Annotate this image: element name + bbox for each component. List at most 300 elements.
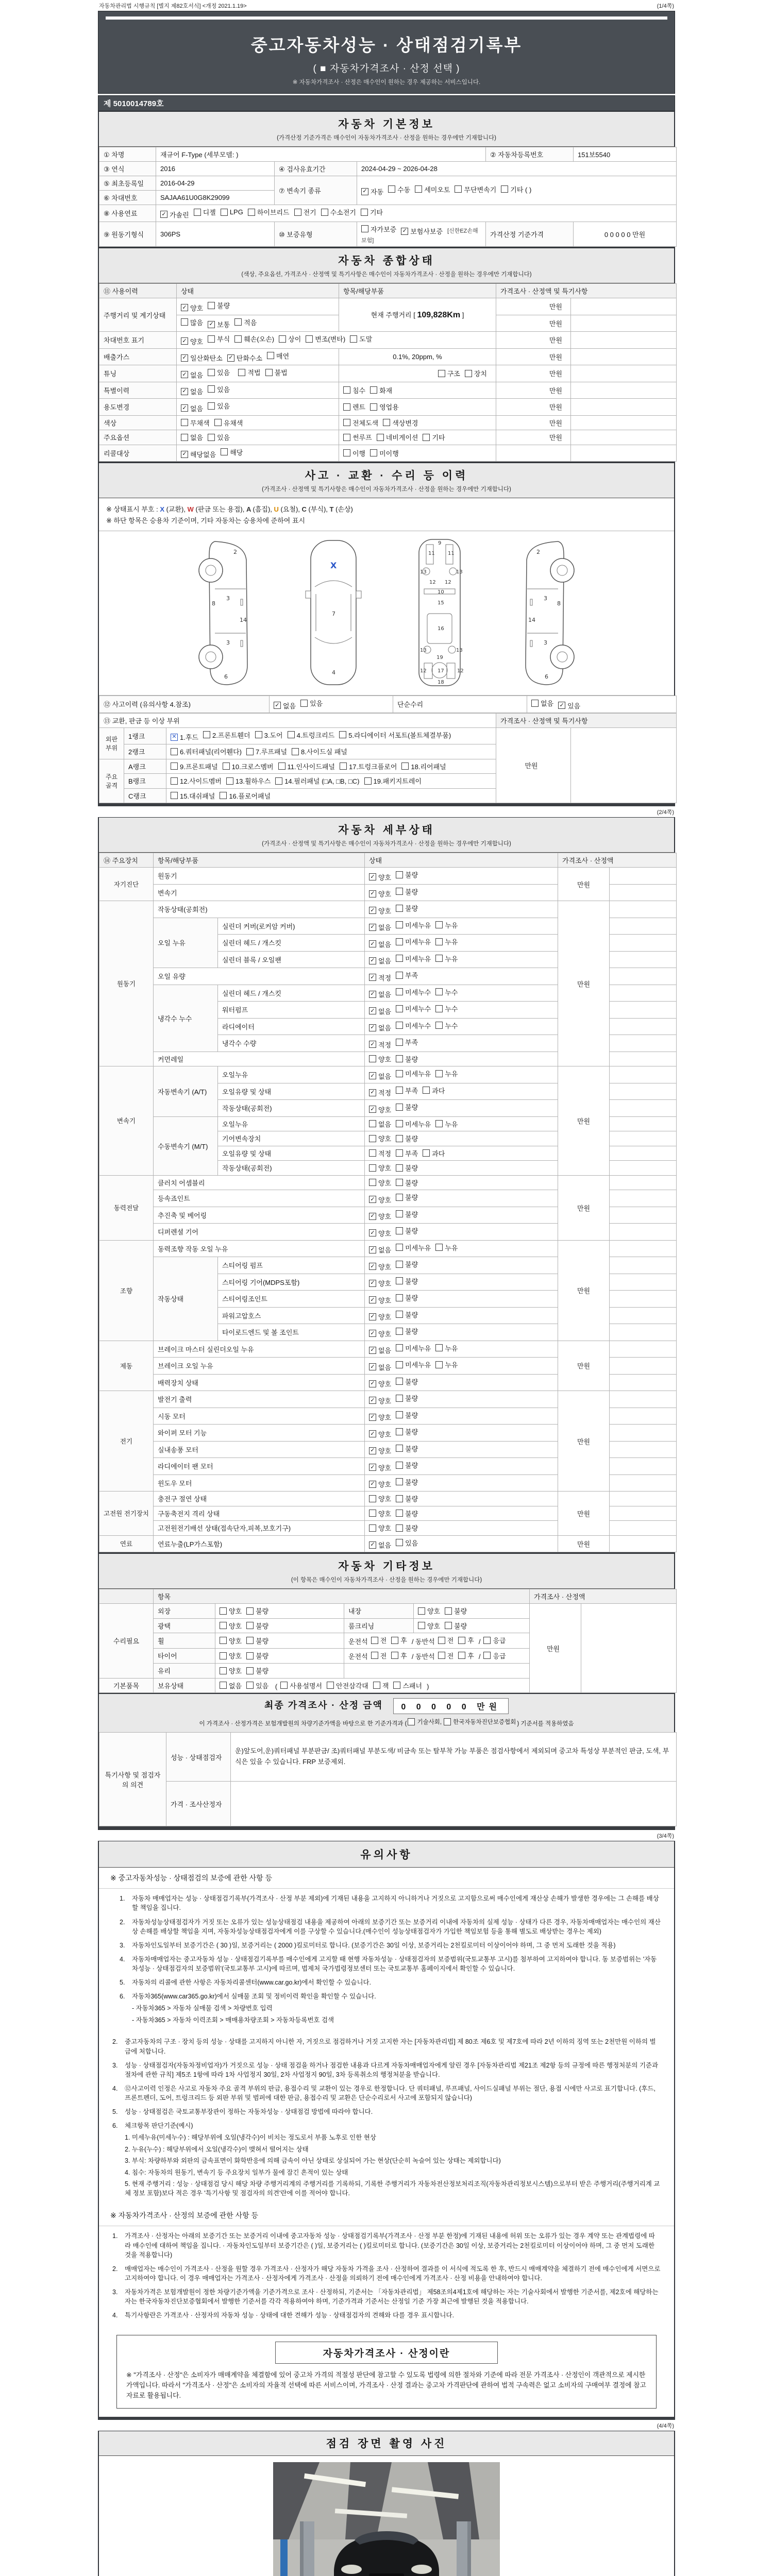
checkbox-없음[interactable] — [369, 1071, 391, 1081]
checkbox-양호[interactable] — [369, 1295, 391, 1305]
checkbox-색상변경[interactable] — [383, 418, 418, 428]
checkbox-있음[interactable] — [246, 1681, 268, 1690]
checkbox-label: 양호 — [378, 1495, 392, 1503]
checkbox-누유[interactable] — [435, 1360, 458, 1369]
checked-box-icon: ✓ — [369, 1041, 376, 1048]
checkbox-누유[interactable] — [435, 954, 458, 963]
checkbox-양호[interactable] — [369, 1396, 391, 1405]
sub-group-label: 자동변속기 (A/T) — [154, 1066, 218, 1117]
checkbox-불량[interactable] — [396, 1133, 418, 1143]
recall-label: 리콜대상 — [99, 445, 177, 462]
checkbox-미세누유[interactable] — [396, 1343, 431, 1353]
checkbox-불량[interactable] — [396, 1460, 418, 1470]
checkbox-있음[interactable] — [208, 384, 230, 394]
rankC-items — [166, 788, 496, 803]
checkbox-없음[interactable] — [181, 370, 203, 380]
checkbox-과다[interactable] — [423, 1148, 445, 1158]
checkbox-일산화탄소[interactable] — [181, 353, 223, 363]
checkbox-장치[interactable] — [465, 368, 487, 378]
item-state-checks — [365, 1257, 558, 1274]
checkbox-label: 9.프론트패널 — [180, 762, 218, 771]
checkbox-불량[interactable] — [396, 1410, 418, 1420]
checkbox-양호[interactable] — [369, 1278, 391, 1288]
checkbox-불량[interactable] — [396, 1326, 418, 1336]
checkbox-후[interactable] — [458, 1635, 474, 1645]
checkbox-디젤[interactable] — [194, 207, 216, 217]
checkbox-양호[interactable] — [369, 1429, 391, 1439]
notice-item-number: 3. — [112, 2061, 118, 2069]
checkbox-불량[interactable] — [445, 1606, 467, 1616]
checkbox-6.쿼터패널(리어휀다)[interactable] — [171, 747, 242, 756]
checkbox-누유[interactable] — [435, 1119, 458, 1129]
checkbox-label: 응급 — [493, 1637, 506, 1645]
checkbox-양호[interactable] — [369, 1446, 391, 1455]
checkbox-17.트렁크플로어[interactable] — [340, 761, 397, 771]
checkbox-수소전기[interactable] — [321, 207, 356, 217]
checkbox-유채색[interactable] — [214, 418, 243, 428]
remark-cell — [610, 1207, 677, 1224]
checkbox-9.프론트패널[interactable] — [171, 761, 218, 771]
checkbox-미세누수[interactable] — [396, 987, 431, 997]
checkbox-label: 없음 — [283, 702, 296, 710]
inspection-photo — [99, 2456, 674, 2576]
checkbox-label: 양호 — [378, 1135, 392, 1143]
empty-box-icon — [246, 1682, 254, 1689]
checkbox-무채색[interactable] — [181, 418, 210, 428]
empty-box-icon — [396, 1087, 403, 1094]
interior-label: 내장 — [344, 1604, 414, 1619]
checkbox-누수[interactable] — [435, 987, 458, 997]
checkbox-label: 전 — [447, 1652, 454, 1660]
checkbox-양호[interactable] — [220, 1666, 242, 1675]
checkbox-없음[interactable] — [181, 386, 203, 396]
remark-cell — [610, 1100, 677, 1117]
notice-item — [112, 2061, 661, 2079]
empty-box-icon — [444, 1718, 451, 1725]
checkbox-양호[interactable] — [220, 1651, 242, 1660]
item-label: 라디에이터 팬 모터 — [154, 1458, 365, 1475]
checkbox-label: 양호 — [378, 1464, 392, 1472]
checkbox-3.도어[interactable] — [255, 730, 283, 740]
checkbox-양호[interactable] — [369, 1211, 391, 1221]
checkbox-미세누유[interactable] — [396, 1243, 431, 1252]
checkbox-누유[interactable] — [435, 1069, 458, 1078]
overall-title: 자동차 종합상태 — [338, 255, 435, 267]
checkbox-누유[interactable] — [435, 1343, 458, 1353]
polish-label: 광택 — [154, 1618, 215, 1633]
checkbox-label: 미세누유 — [405, 955, 431, 963]
checkbox-있음[interactable] — [208, 432, 230, 442]
checkbox-응급[interactable] — [483, 1651, 506, 1660]
checkbox-양호[interactable] — [369, 1262, 391, 1272]
checkbox-1.후드[interactable] — [171, 732, 198, 742]
checkbox-label: 전 — [380, 1637, 387, 1645]
checkbox-4.트렁크리드[interactable] — [288, 730, 335, 740]
checkbox-양호[interactable] — [181, 303, 203, 313]
checkbox-전기[interactable] — [294, 207, 316, 217]
checkbox-적정[interactable] — [369, 1148, 391, 1158]
checkbox-누유[interactable] — [435, 920, 458, 930]
checkbox-보험사보증[interactable] — [401, 226, 443, 236]
checkbox-양호[interactable] — [369, 1479, 391, 1489]
checkbox-없음[interactable] — [369, 1006, 391, 1016]
checkbox-label: 양호 — [229, 1637, 242, 1645]
empty-box-icon — [171, 748, 178, 755]
checked-box-icon: ✓ — [558, 702, 565, 709]
item-state-checks — [365, 1131, 558, 1146]
checkbox-10.크로스멤버[interactable] — [223, 761, 274, 771]
checkbox-도말[interactable] — [350, 334, 372, 344]
checkbox-양호[interactable] — [369, 1312, 391, 1321]
checked-box-icon: ✓ — [369, 1481, 376, 1488]
notice-item-number: 3. — [120, 1941, 125, 1949]
checkbox-불량[interactable] — [396, 1477, 418, 1487]
checkbox-부족[interactable] — [396, 1086, 418, 1095]
checkbox-label: 미세누유 — [405, 938, 431, 946]
checked-box-icon: ✓ — [369, 1414, 376, 1421]
empty-box-icon — [343, 403, 350, 411]
empty-box-icon — [396, 1361, 403, 1368]
checkbox-양호[interactable] — [369, 1463, 391, 1472]
checkbox-label: 누유 — [445, 1344, 458, 1352]
checkbox-양호[interactable] — [369, 1105, 391, 1114]
svg-text:13: 13 — [420, 569, 427, 575]
device-group-변속기: 변속기 — [99, 1066, 154, 1176]
checkbox-양호[interactable] — [369, 1494, 391, 1503]
checkbox-있음[interactable] — [208, 367, 230, 377]
checkbox-불량[interactable] — [396, 1444, 418, 1453]
item-label: 윈도우 모터 — [154, 1475, 365, 1492]
checkbox-양호[interactable] — [181, 336, 203, 346]
checkbox-불량[interactable] — [396, 870, 418, 879]
checkbox-없음[interactable] — [369, 1245, 391, 1255]
checkbox-label: 일산화탄소 — [190, 354, 223, 362]
checkbox-없음[interactable] — [369, 1345, 391, 1355]
checkbox-불량[interactable] — [445, 1621, 467, 1631]
checkbox-label: 없음 — [190, 404, 204, 413]
checkbox-없음[interactable] — [369, 939, 391, 949]
checkbox-불량[interactable] — [396, 903, 418, 913]
checkbox-전[interactable] — [438, 1635, 454, 1645]
checkbox-16.플로어패널[interactable] — [220, 791, 271, 801]
checkbox-없음[interactable] — [369, 1023, 391, 1032]
empty-box-icon — [396, 1539, 403, 1546]
checkbox-18.리어패널[interactable] — [401, 761, 446, 771]
checkbox-불량[interactable] — [396, 1054, 418, 1064]
checkbox-불량[interactable] — [246, 1666, 268, 1675]
checkbox-없음[interactable] — [369, 922, 391, 932]
checkbox-기술사회,[interactable] — [408, 1718, 442, 1726]
checked-box-icon: ✓ — [369, 1246, 376, 1253]
checkbox-불량[interactable] — [396, 887, 418, 896]
checkbox-양호[interactable] — [220, 1606, 242, 1616]
checkbox-양호[interactable] — [220, 1636, 242, 1646]
remark-cell — [610, 935, 677, 952]
checkbox-불량[interactable] — [396, 1192, 418, 1202]
checkbox-미세누유[interactable] — [396, 954, 431, 963]
checkbox-누수[interactable] — [435, 1021, 458, 1030]
checkbox-불량[interactable] — [396, 1393, 418, 1403]
checkbox-없음[interactable] — [369, 1540, 391, 1550]
checkbox-해당[interactable] — [221, 447, 243, 457]
color-label: 색상 — [99, 415, 177, 430]
notice-item-text: 특기사항란은 가격조사 · 산정자의 자동차 성능 · 상태에 대한 견해가 성능 · 상태점검자의 견해와 다를 경우 표시합니다. — [125, 2312, 455, 2319]
checkbox-가솔린[interactable] — [160, 210, 189, 219]
checkbox-있음[interactable] — [396, 1538, 418, 1548]
checkbox-label: 2.프론트휀더 — [212, 731, 250, 739]
checkbox-양호[interactable] — [369, 1133, 391, 1143]
checkbox-후[interactable] — [391, 1635, 407, 1645]
remark-cell — [610, 1035, 677, 1052]
checkbox-하이브리드[interactable] — [248, 207, 290, 217]
checkbox-불량[interactable] — [396, 1209, 418, 1219]
checkbox-해당없음[interactable] — [181, 449, 216, 459]
checkbox-불량[interactable] — [396, 1494, 418, 1503]
checkbox-훼손(오손)[interactable] — [234, 334, 274, 344]
checkbox-자동[interactable] — [361, 187, 383, 196]
checkbox-누수[interactable] — [435, 1004, 458, 1013]
checkbox-자가보증[interactable] — [361, 224, 396, 234]
checked-box-icon: ✓ — [369, 1229, 376, 1236]
checkbox-한국자동차진단보증협회[interactable] — [444, 1718, 516, 1726]
remark-cell — [610, 1066, 677, 1083]
notice-subitem: - 자동차365 > 자동차 이력조회 > 매매용차량조회 > 자동차등록번호 검색 — [132, 2016, 334, 2024]
checkbox-전[interactable] — [371, 1635, 387, 1645]
checkbox-안전삼각대[interactable] — [327, 1681, 368, 1690]
checkbox-label: 없음 — [378, 1347, 392, 1354]
checkbox-미세누유[interactable] — [396, 1360, 431, 1369]
checkbox-구조[interactable] — [438, 368, 460, 378]
mileage-note-2 — [571, 315, 677, 332]
checkbox-불량[interactable] — [396, 1276, 418, 1286]
checkbox-미이행[interactable] — [370, 448, 399, 458]
checkbox-없음[interactable] — [274, 701, 296, 710]
checkbox-양호[interactable] — [369, 872, 391, 882]
checkbox-누유[interactable] — [435, 937, 458, 946]
item-label: 오일누유 — [218, 1116, 365, 1131]
checked-box-icon: ✓ — [181, 337, 188, 345]
remark-cell — [610, 1374, 677, 1391]
tuning-checks-3 — [339, 365, 496, 382]
checkbox-불량[interactable] — [208, 300, 230, 310]
checkbox-불량[interactable] — [396, 1523, 418, 1533]
checkbox-불량[interactable] — [396, 1259, 418, 1269]
checkbox-불량[interactable] — [396, 1178, 418, 1188]
checkbox-label: 양호 — [378, 1313, 392, 1321]
checkbox-양호[interactable] — [369, 1329, 391, 1338]
checkbox-label: 양호 — [378, 1430, 392, 1438]
checkbox-적정[interactable] — [369, 1088, 391, 1097]
form-law-reference: 자동차관리법 시행규칙 [별지 제82호서식] <개정 2021.1.19> — [99, 3, 247, 9]
checkbox-미세누유[interactable] — [396, 920, 431, 930]
checkbox-매연[interactable] — [267, 351, 289, 361]
checkbox-양호[interactable] — [369, 889, 391, 899]
checkbox-label: 누유 — [445, 921, 458, 929]
checkbox-없음[interactable] — [220, 1681, 242, 1690]
rankB-label: B랭크 — [124, 774, 166, 789]
checkbox-양호[interactable] — [220, 1621, 242, 1631]
notice-item-text: 자동차성능상태점검자가 거짓 또는 오류가 있는 성능상태점검 내용을 제공하여 아래의 보증기간 또는 보증거리 이내에 자동차의 실제 성능 · 상태가 다른 경우, 자동차매매업자는 매수인의 재산상 손해를 배상할 책임을 지며, 자동차성능상태점검자에게 이를 구상할 수 있습니다.(매수인이 성능상태점검자가 가입한 책임보험 등을 통해 별도로 배상받는 경우는 제외) — [132, 1918, 661, 1935]
checkbox-미세누유[interactable] — [396, 1119, 431, 1129]
svg-text:3: 3 — [544, 595, 547, 602]
checkbox-없음[interactable] — [369, 1119, 391, 1129]
checkbox-불량[interactable] — [246, 1621, 268, 1631]
mileage-current: 현재 주행거리 [ 109,828Km ] — [339, 298, 496, 332]
checkbox-화재[interactable] — [370, 385, 392, 395]
checkbox-없음[interactable] — [369, 1362, 391, 1372]
checkbox-전[interactable] — [438, 1651, 454, 1660]
checkbox-미세누수[interactable] — [396, 1021, 431, 1030]
checkbox-없음[interactable] — [369, 956, 391, 965]
checkbox-미세누유[interactable] — [396, 1069, 431, 1078]
checkbox-불량[interactable] — [396, 1102, 418, 1112]
checkbox-label: 도말 — [359, 335, 373, 343]
checkbox-14.필러패널 (□A, □B, □C)[interactable] — [275, 776, 359, 786]
checkbox-적정[interactable] — [369, 1040, 391, 1049]
checkbox-네비게이션[interactable] — [377, 432, 418, 442]
checkbox-불량[interactable] — [246, 1651, 268, 1660]
transmission-checks — [357, 176, 677, 205]
checkbox-2.프론트휀더[interactable] — [203, 730, 250, 740]
checkbox-불량[interactable] — [246, 1606, 268, 1616]
checkbox-양호[interactable] — [369, 1054, 391, 1064]
checkbox-양호[interactable] — [369, 906, 391, 916]
checkbox-불량[interactable] — [396, 1377, 418, 1386]
checkbox-기타 ( )[interactable] — [501, 184, 531, 194]
checkbox-없음[interactable] — [181, 432, 203, 442]
checkbox-수동[interactable] — [388, 184, 410, 194]
checkbox-없음[interactable] — [531, 698, 553, 708]
remark-cell — [610, 1240, 677, 1257]
main-options-checks — [177, 430, 339, 445]
checkbox-없음[interactable] — [181, 403, 203, 413]
empty-box-icon — [435, 1005, 443, 1012]
checkbox-불량[interactable] — [396, 1509, 418, 1518]
checkbox-부족[interactable] — [396, 1037, 418, 1047]
empty-box-icon — [458, 1637, 465, 1644]
checkbox-양호[interactable] — [418, 1606, 440, 1616]
exchange-price: 만원 — [496, 727, 571, 803]
checkbox-8.사이드실 패널[interactable] — [292, 747, 347, 756]
svg-text:16: 16 — [438, 626, 444, 632]
checkbox-양호[interactable] — [369, 1228, 391, 1238]
checkbox-LPG[interactable] — [221, 208, 243, 216]
checkbox-기타[interactable] — [361, 207, 383, 217]
checkbox-양호[interactable] — [369, 1379, 391, 1388]
checkbox-15.대쉬패널[interactable] — [171, 791, 215, 801]
checkbox-불량[interactable] — [396, 1293, 418, 1302]
notice-item — [112, 2084, 661, 2103]
item-label: 등속죠인트 — [154, 1190, 365, 1207]
checkbox-양호[interactable] — [369, 1412, 391, 1422]
checkbox-후[interactable] — [458, 1651, 474, 1660]
color-items — [339, 415, 496, 430]
checkbox-보통[interactable] — [208, 319, 230, 329]
checkbox-영업용[interactable] — [370, 402, 399, 412]
notice-item-text: 체크항목 판단기준(예시) — [125, 2122, 193, 2130]
checkbox-부족[interactable] — [396, 1148, 418, 1158]
checkbox-label: 불량 — [405, 905, 418, 912]
checkbox-양호[interactable] — [369, 1195, 391, 1205]
checkbox-상이[interactable] — [279, 334, 301, 344]
checkbox-잭[interactable] — [373, 1681, 389, 1690]
checkbox-불량[interactable] — [396, 1310, 418, 1319]
checkbox-label: 가솔린 — [170, 211, 189, 219]
checkbox-응급[interactable] — [483, 1635, 506, 1645]
checkbox-과다[interactable] — [423, 1086, 445, 1095]
empty-box-icon — [288, 731, 295, 738]
checkbox-적정[interactable] — [369, 973, 391, 982]
checkbox-불량[interactable] — [246, 1636, 268, 1646]
checkbox-양호[interactable] — [418, 1621, 440, 1631]
checkbox-label: 양호 — [427, 1622, 441, 1630]
rankC-label: C랭크 — [124, 788, 166, 803]
checkbox-있음[interactable] — [558, 701, 580, 710]
checkbox-미세누유[interactable] — [396, 937, 431, 946]
checkbox-양호[interactable] — [369, 1509, 391, 1518]
checkbox-있음[interactable] — [208, 401, 230, 411]
checkbox-label: 부족 — [405, 1149, 418, 1158]
checkbox-전체도색[interactable] — [343, 418, 378, 428]
checkbox-불량[interactable] — [396, 1226, 418, 1235]
checkbox-양호[interactable] — [369, 1178, 391, 1188]
checkbox-후[interactable] — [391, 1651, 407, 1660]
warranty-insurer: [신한EZ손해보험] — [361, 228, 478, 244]
checkbox-사용설명서[interactable] — [280, 1681, 322, 1690]
empty-box-icon — [435, 955, 443, 962]
checkbox-썬루프[interactable] — [343, 432, 372, 442]
checkbox-없음[interactable] — [369, 989, 391, 999]
checkbox-불량[interactable] — [396, 1163, 418, 1173]
item-state-checks — [365, 1190, 558, 1207]
checkbox-미세누수[interactable] — [396, 1004, 431, 1013]
checkbox-불량[interactable] — [396, 1427, 418, 1436]
checkbox-12.사이드멤버[interactable] — [171, 776, 222, 786]
checkbox-렌트[interactable] — [343, 402, 365, 412]
checkbox-무단변속기[interactable] — [455, 184, 496, 194]
checkbox-적음[interactable] — [234, 317, 257, 327]
checkbox-많음[interactable] — [181, 317, 203, 327]
checkbox-적법[interactable] — [238, 367, 260, 377]
checkbox-5.라디에이터 서포트(볼트체결부품)[interactable] — [339, 730, 451, 740]
checkbox-탄화수소[interactable] — [227, 353, 262, 363]
checkbox-이행[interactable] — [343, 448, 365, 458]
checkbox-부식[interactable] — [208, 334, 230, 344]
checkbox-불법[interactable] — [265, 367, 288, 377]
checkbox-있음[interactable] — [300, 698, 323, 708]
checkbox-기타[interactable] — [423, 432, 445, 442]
checkbox-부족[interactable] — [396, 970, 418, 980]
item-label: 스티어링 기어(MDPS포함) — [218, 1274, 365, 1291]
accident-history-table — [99, 696, 677, 713]
checkbox-변조(변타)[interactable] — [306, 334, 345, 344]
checkbox-스패너[interactable] — [393, 1681, 422, 1690]
checkbox-양호[interactable] — [369, 1523, 391, 1533]
checkbox-누유[interactable] — [435, 1243, 458, 1252]
checkbox-양호[interactable] — [369, 1163, 391, 1173]
checkbox-11.인사이드패널[interactable] — [278, 761, 335, 771]
checkbox-세미오토[interactable] — [415, 184, 450, 194]
checkbox-전[interactable] — [371, 1651, 387, 1660]
checked-box-icon: ✓ — [227, 354, 234, 362]
checkbox-19.패키지트레이[interactable] — [364, 776, 422, 786]
checkbox-13.휠하우스[interactable] — [226, 776, 271, 786]
state-code-U: U — [274, 505, 281, 513]
checkbox-침수[interactable] — [343, 385, 365, 395]
col-item: 항목/해당부품 — [339, 284, 496, 298]
checked-box-icon: ✓ — [369, 924, 376, 931]
checkbox-7.루프패널[interactable] — [246, 747, 287, 756]
